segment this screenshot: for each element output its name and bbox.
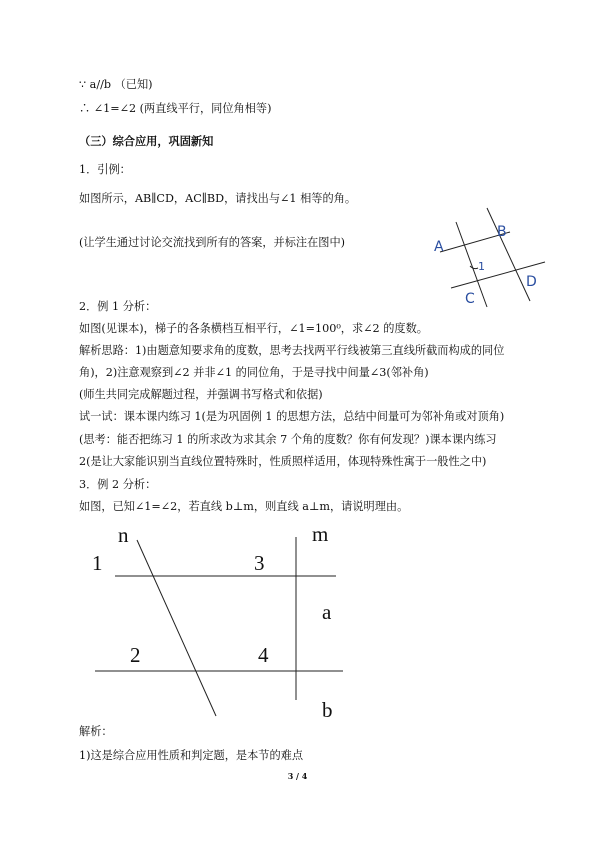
section-heading: （三）综合应用，巩固新知: [79, 134, 214, 148]
figure2-label-angle-4: 4: [258, 643, 269, 667]
analysis-line-2: 角)，2)注意观察到∠2 并非∠1 的同位角，于是寻找中间量∠3(邻补角): [79, 366, 429, 379]
example1-heading: 2．例 1 分析：: [79, 300, 157, 313]
think-text-2: 2(是让大家能识别当直线位置特殊时，性质照样适用，体现特殊性寓于一般性之中): [79, 455, 487, 468]
example2-text: 如图，已知∠1=∠2，若直线 b⊥m，则直线 a⊥m，请说明理由。: [79, 500, 409, 513]
teacher-note: (师生共同完成解题过程，并强调书写格式和依据): [79, 388, 323, 401]
intro-example-text: 如图所示，AB∥CD，AC∥BD，请找出与∠1 相等的角。: [79, 192, 357, 205]
solution-line-1: 1)这是综合应用性质和判定题，是本节的难点: [79, 749, 304, 762]
figure2-label-angle-1: 1: [92, 551, 103, 575]
analysis-line-1: 解析思路：1)由题意知要求角的度数，思考去找两平行线被第三直线所截而构成的同位: [79, 344, 505, 357]
figure2-label-b: b: [322, 698, 333, 722]
try-it-text: 试一试：课本课内练习 1(是为巩固例 1 的思想方法，总结中间量可为邻补角或对顶角): [79, 410, 505, 423]
given-statement: ∵ a//b （已知): [79, 78, 153, 91]
think-text-1: (思考：能否把练习 1 的所求改为求其余 7 个角的度数？你有何发现？)课本课内练习: [79, 433, 497, 446]
figure2-label-angle-3: 3: [254, 551, 265, 575]
figure1-label-angle-1: 1: [478, 260, 485, 273]
example2-heading: 3．例 2 分析：: [79, 478, 157, 491]
figure2-line-n: [137, 540, 216, 716]
figure2-label-m: m: [312, 522, 329, 546]
intro-example-heading: 1．引例：: [79, 163, 131, 176]
intro-example-note: (让学生通过讨论交流找到所有的答案，并标注在图中): [79, 236, 346, 249]
figure1-label-b: B: [497, 224, 507, 240]
figure2-label-n: n: [118, 523, 129, 547]
figure2-label-angle-2: 2: [130, 643, 141, 667]
figure1-label-d: D: [526, 274, 537, 290]
figure1-label-a: A: [434, 239, 444, 255]
page-number: 3 / 4: [287, 771, 308, 781]
solution-heading: 解析：: [79, 725, 113, 738]
example1-text: 如图(见课本)，梯子的各条横档互相平行，∠1=100⁰，求∠2 的度数。: [79, 322, 428, 335]
figure2-label-a: a: [322, 600, 332, 624]
figure1-label-c: C: [465, 291, 475, 307]
conclusion-statement: ∴ ∠1=∠2 (两直线平行，同位角相等): [79, 102, 272, 115]
